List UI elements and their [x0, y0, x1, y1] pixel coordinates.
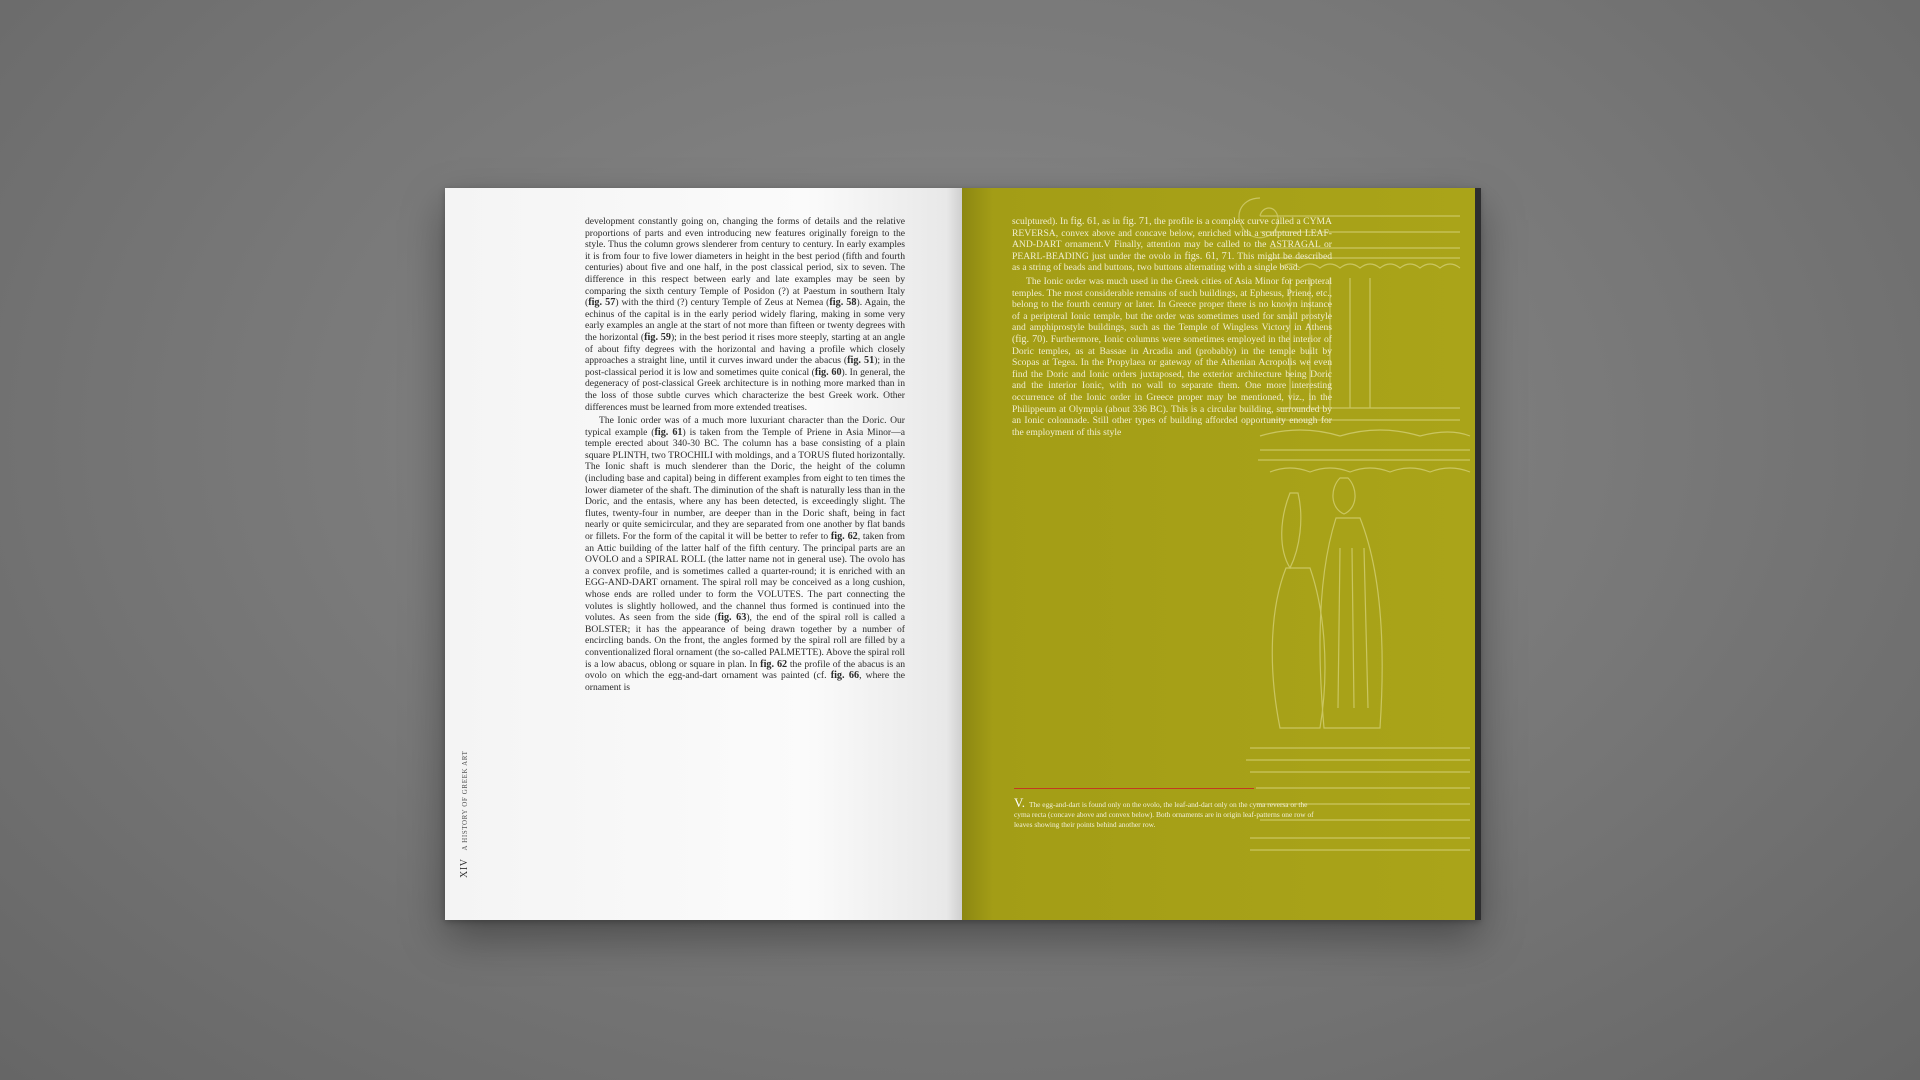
figure-reference: fig. 66 — [830, 670, 860, 682]
figure-reference: fig. 57 — [588, 297, 616, 309]
figure-reference: fig. 62 — [760, 658, 788, 670]
text-run: ). Furthermore, Ionic columns were sometimes employed in the interior of Doric temples, as at Bassae in Arcadia and (probably) in the temple built by Scopas at Tegea. In the Propylaea or gateway of the Athenian Acropolis we even find the Doric and Ionic orders juxtaposed, the exterior architecture being Doric and the interior Ionic, with no wall to separate them. One more interesting occurrence of the Ionic order in Greece proper may be mentioned, viz., in the Philippeum at Olympia (about 336 BC). This is a circular building, surrounded by an Ionic colonnade. Still other types of building afforded opportunity enough for the employment of this style — [1012, 333, 1332, 438]
figure-reference: fig. 71 — [1122, 216, 1150, 227]
figure-reference: fig. 70 — [1015, 333, 1043, 345]
left-page — [445, 188, 962, 920]
text-run: , taken from an Attic building of the latter half of the fifth century. The principal parts are an OVOLO and a SPIRAL ROLL (the latter name not in general use). The ovolo has a convex profile, and is sometimes called a quarter-round; it is enriched with an EGG-AND-DART ornament. The spiral roll may be conceived as a long cushion, whose ends are rolled under to form the VOLUTES. The part connecting the volutes is slightly hollowed, and the channel thus formed is continued into the volutes. As seen from the side ( — [585, 531, 905, 624]
footnote-text: The egg-and-dart is found only on the ovolo, the leaf-and-dart only on the cyma reversa or the cyma recta (concave above and convex below). Both ornaments are in origin leaf-patterns one row of leaves showing their points behind another row. — [1014, 800, 1314, 829]
figure-reference: fig. 51 — [847, 355, 875, 367]
footnote-rule — [1014, 788, 1254, 789]
text-run: . This might be described as a string of beads and buttons, two buttons alternating with a single bead. — [1012, 250, 1332, 274]
right-text-column — [1012, 216, 1332, 438]
figure-reference: fig. 62 — [830, 531, 858, 543]
left-text-column — [585, 216, 905, 693]
text-run: , where the ornament is — [585, 670, 905, 693]
paragraph — [585, 216, 905, 413]
figure-reference: fig. 60 — [814, 366, 842, 378]
figure-reference: fig. 61 — [1070, 216, 1098, 227]
text-run: sculptured). In — [1012, 216, 1071, 227]
text-run: The Ionic order was much used in the Greek cities of Asia Minor for peripteral temples. The most considerable remains of such buildings, at Ephesus, Priene, etc., belong to the fourth century or later. In Greece proper there is no known instance of a peripteral Ionic temple, but the order was sometimes used for small prostyle and amphiprostyle buildings, such as the Temple of Wingless Victory in Athens ( — [1012, 275, 1332, 345]
text-run: ), the end of the spiral roll is called a BOLSTER; it has the appearance of being drawn together by a number of encircling bands. On the front, the angles formed by the spiral roll are filled by a conventionalized floral ornament (the so-called PALMETTE). Above the spiral roll is a low abacus, oblong or square in plan. In — [585, 612, 905, 670]
figure-reference: fig. 61 — [654, 426, 683, 438]
page-number: XIV — [459, 858, 470, 878]
paragraph — [1012, 276, 1332, 438]
running-head — [459, 751, 470, 878]
running-head-title: A HISTORY OF GREEK ART — [461, 750, 469, 851]
text-run: ); in the post-classical period it is low and sometimes quite conical ( — [585, 355, 906, 378]
text-run: The Ionic order was of a much more luxuriant character than the Doric. Our typical example ( — [585, 415, 905, 438]
back-cover-edge — [1475, 188, 1481, 920]
footnote-mark: V. — [1014, 795, 1025, 810]
figure-reference: fig. 59 — [644, 331, 671, 343]
text-run: , as in — [1097, 216, 1123, 227]
right-page — [962, 188, 1480, 920]
figure-reference: fig. 58 — [829, 297, 857, 309]
open-booklet — [445, 188, 1480, 920]
figure-reference: fig. 63 — [717, 612, 747, 624]
figure-reference: figs. 61, 71 — [1184, 250, 1232, 262]
footnote — [1014, 795, 1314, 830]
text-run: ). In general, the degeneracy of post-classical Greek architecture is in nothing more marked than in the loss of those subtle curves which characterize the best Greek work. Other differences must be learned from more extended treatises. — [585, 366, 905, 413]
text-run: the profile of the abacus is an ovolo on which the egg-and-dart ornament was painted (cf. — [585, 658, 905, 682]
text-run: development constantly going on, changing the forms of details and the relative proportions of parts and even introducing new features originally foreign to the style. Thus the column grows slenderer from century to century. In early examples it is from four to five lower diameters in height in the best period (fifth and fourth centuries) about five and one half, in the post classical period, six to seven. The difference in this respect between early and late examples may be seen by comparing the sixth century Temple of Posidon (?) at Paestum in southern Italy ( — [585, 216, 905, 309]
paragraph — [1012, 216, 1332, 274]
text-run: ). Again, the echinus of the capital is in the early period widely flaring, making in some very early examples an angle at the start of not more than fifteen or twenty degrees with the horizontal ( — [585, 297, 905, 343]
text-run: ); in the best period it rises more steeply, starting at an angle of about fifty degrees with the horizontal and having a profile which closely approaches a straight line, until it curves inward under the abacus ( — [585, 331, 905, 367]
text-run: , the profile is a complex curve called a CYMA REVERSA, convex above and concave below, enriched with a sculptured LEAF-AND-DART ornament.V Finally, attention may be called to the ASTRAGAL or PEARL-BEADING just under the ovolo in — [1012, 216, 1332, 262]
paragraph — [585, 415, 905, 693]
text-run: ) with the third (?) century Temple of Zeus at Nemea ( — [615, 297, 830, 309]
text-run: ) is taken from the Temple of Priene in Asia Minor—a temple erected about 340-30 BC. The column has a base consisting of a plain square PLINTH, two TROCHILI with moldings, and a TORUS fluted horizontally. The Ionic shaft is much slenderer than the Doric, the height of the column (including base and capital) being in different examples from eight to ten times the lower diameter of the shaft. The diminution of the shaft is naturally less than in the Doric, and the entasis, where any has been detected, is exceedingly slight. The flutes, twenty-four in number, are deeper than in the Doric shaft, being in fact nearly or quite semicircular, and they are separated from one another by flat bands or fillets. For the form of the capital it will be better to refer to — [585, 426, 905, 543]
